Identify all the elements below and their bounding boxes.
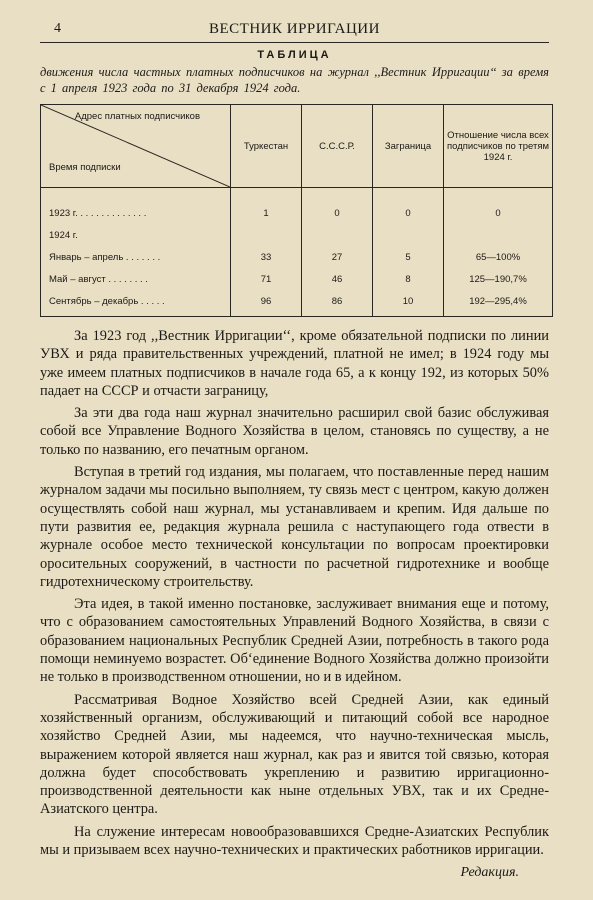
table-cell: 65—100%: [444, 246, 553, 268]
page-number: 4: [54, 21, 61, 36]
table-cell: 86: [302, 290, 373, 317]
table-cell: 96: [231, 290, 302, 317]
table-cell: 1: [231, 188, 302, 225]
table-caption: движения числа частных платных подписчиков на журнал ,,Вестник Ирригации‘‘ за время с 1 апреля 1923 года по 31 декабря 1924 года.: [40, 65, 549, 95]
column-header: С.С.С.Р.: [302, 105, 373, 188]
paragraph: За 1923 год ,,Вестник Ирригации‘‘, кроме обязательной подписки по линии УВХ и ряда правительственных учреждений, платной не имел; в 1924 году мы уже имеем платных подписчиков в начале года 65, а к концу 192, из которых 50% падает на СССР и отчасти заграницу,: [40, 328, 549, 399]
table-cell: 33: [231, 246, 302, 268]
table-cell: 8: [373, 268, 444, 290]
table-cell: 0: [373, 188, 444, 225]
article-body: [40, 327, 549, 859]
table-row: [41, 188, 553, 225]
table-cell: 5: [373, 246, 444, 268]
row-label: Сентябрь – декабрь . . . . .: [41, 290, 231, 317]
paragraph: Эта идея, в такой именно постановке, заслуживает внимания еще и потому, что с образованием самостоятельных Управлений Водного Хозяйства, в связи с образованием национальных Республик Средней Азии, потребность в такого рода помощи неминуемо возрастет. Об‘единение Водного Хозяйства должно произойти не только в производственном отношении, но и в идейном.: [40, 596, 549, 686]
paragraph: На служение интересам новообразовавшихся Средне-Азиатских Республик мы и призываем всех научно-технических и практических работников ирригации.: [40, 823, 549, 859]
table-cell: [444, 224, 553, 246]
paragraph: Рассматривая Водное Хозяйство всей Средней Азии, как единый хозяйственный организм, обслуживающий и питающий собой все народное хозяйство Средней Азии, мы надеемся, что научно-техническая мысль, выражением которой является наш журнал, как раз и явится той связью, которая должна будет способствовать укреплению и развитию ирригационно-производственной деятельности как ныне отдельных УВХ, так и их Средне-Азиатского центра.: [40, 691, 549, 818]
subscribers-table: [40, 104, 553, 317]
corner-bottom-label: Время подписки: [49, 162, 121, 173]
table-cell: [373, 224, 444, 246]
table-header-row: [41, 105, 553, 188]
page-header: [40, 20, 549, 43]
column-header: Заграница: [373, 105, 444, 188]
table-cell: 46: [302, 268, 373, 290]
table-corner-cell: [41, 105, 231, 188]
paragraph: За эти два года наш журнал значительно расширил свой базис обслуживая собой все Управление Водного Хозяйства в целом, становясь по существу, а не только по названию, его печатным органом.: [40, 405, 549, 458]
row-label: Май – август . . . . . . . .: [41, 268, 231, 290]
table-row: [41, 224, 553, 246]
table-cell: [302, 224, 373, 246]
table-row: [41, 246, 553, 268]
corner-top-label: Адрес платных подписчиков: [74, 111, 200, 122]
table-cell: 27: [302, 246, 373, 268]
table-cell: 71: [231, 268, 302, 290]
table-row: [41, 290, 553, 317]
signature: Редакция.: [460, 865, 519, 881]
table-title: ТАБЛИЦА: [257, 49, 332, 61]
journal-title: ВЕСТНИК ИРРИГАЦИИ: [209, 21, 380, 37]
table-row: [41, 268, 553, 290]
table-cell: 0: [302, 188, 373, 225]
row-label: 1924 г.: [41, 224, 231, 246]
table-cell: 125—190,7%: [444, 268, 553, 290]
table-cell: 10: [373, 290, 444, 317]
paragraph: Вступая в третий год издания, мы полагаем, что поставленные перед нашим журналом задачи мы посильно выполняем, ту связь мест с центром, какую должен осуществлять собой наш журнал, мы устанавливаем и крепим. Идя дальше по пути развития ее, редакция журнала решила с наступающего года отвести в журнале особое место технической консультации по вопросам проектировки оросительных сооружений, в частности по расчетной гидротехнике и вообще гидротехническому строительству.: [40, 464, 549, 590]
column-header: Туркестан: [231, 105, 302, 188]
table-cell: [231, 224, 302, 246]
table-cell: 192—295,4%: [444, 290, 553, 317]
row-label: 1923 г. . . . . . . . . . . . . .: [41, 188, 231, 225]
column-header: Отношение числа всех подписчиков по третям 1924 г.: [444, 105, 553, 188]
table-cell: 0: [444, 188, 553, 225]
row-label: Январь – апрель . . . . . . .: [41, 246, 231, 268]
